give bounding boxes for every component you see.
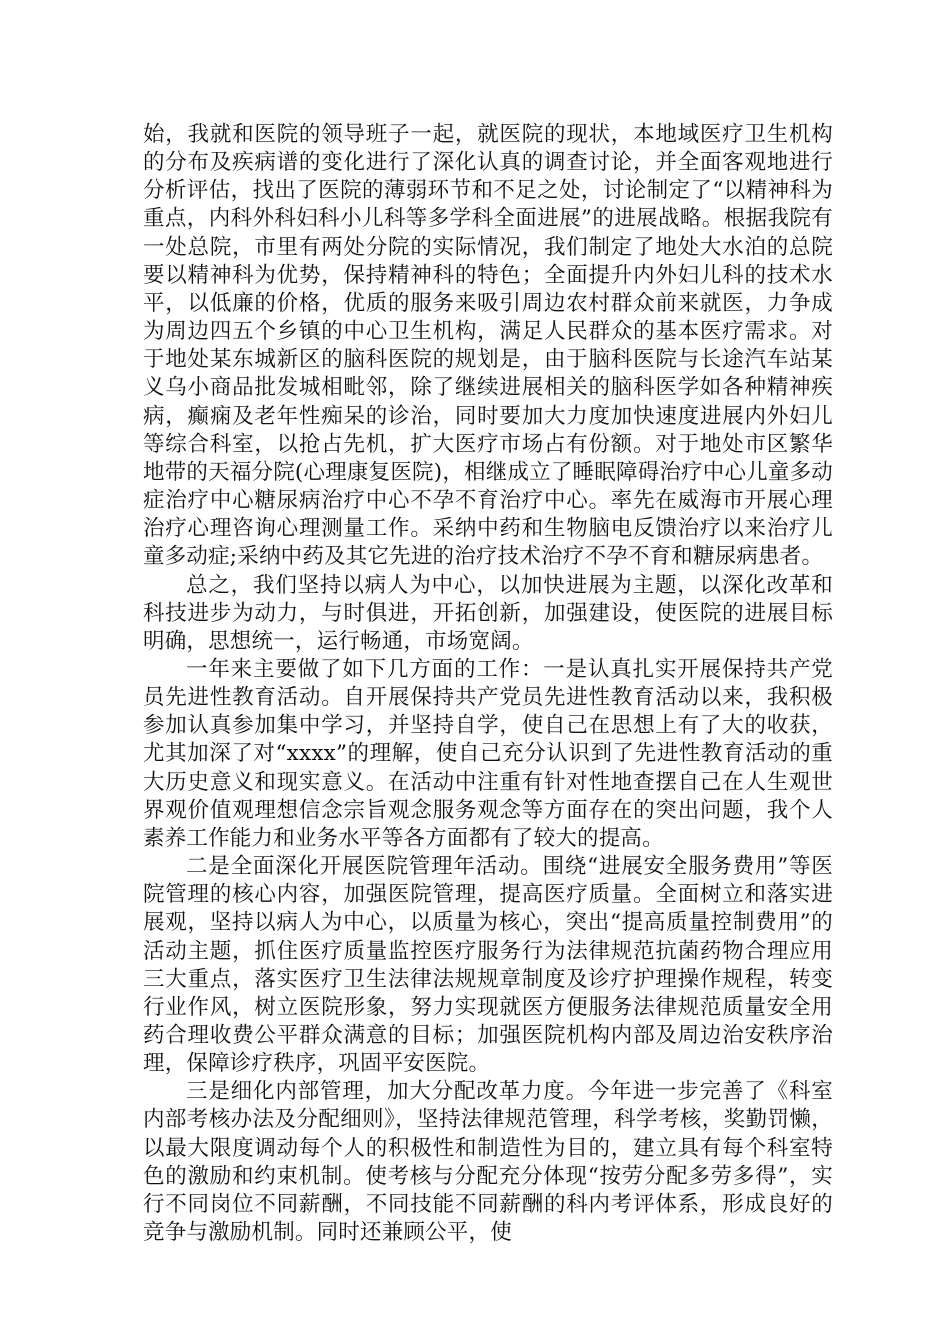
paragraph-continued: 始，我就和医院的领导班子一起，就医院的现状，本地域医疗卫生机构的分布及疾病谱的变化进行了深化认真的调查讨论，并全面客观地进行分析评估，找出了医院的薄弱环节和不足之处，讨论制定了“以精神科为重点，内科外科妇科小儿科等多学科全面进展”的进展战略。根据我院有一处总院，市里有两处分院的实际情况，我们制定了地处大水泊的总院要以精神科为优势，保持精神科的特色；全面提升内外妇儿科的技术水平，以低廉的价格，优质的服务来吸引周边农村群众前来就医，力争成为周边四五个乡镇的中心卫生机构，满足人民群众的基本医疗需求。对于地处某东城新区的脑科医院的规划是，由于脑科医院与长途汽车站某义乌小商品批发城相毗邻，除了继续进展相关的脑科医学如各种精神疾病，癫痫及老年性痴呆的诊治，同时要加大力度加快速度进展内外妇儿等综合科室，以抢占先机，扩大医疗市场占有份额。对于地处市区繁华地带的天福分院(心理康复医院)，相继成立了睡眠障碍治疗中心儿童多动症治疗中心糖尿病治疗中心不孕不育治疗中心。率先在威海市开展心理治疗心理咨询心理测量工作。采纳中药和生物脑电反馈治疗以来治疗儿童多动症;采纳中药及其它先进的治疗技术治疗不孕不育和糖尿病患者。	[143, 122, 833, 570]
paragraph-internal-management: 三是细化内部管理，加大分配改革力度。今年进一步完善了《科室内部考核办法及分配细则》，坚持法律规范管理，科学考核，奖勤罚懒，以最大限度调动每个人的积极性和制造性为目的，建立具有每个科室特色的激励和约束机制。使考核与分配充分体现“按劳分配多劳多得”，实行不同岗位不同薪酬，不同技能不同薪酬的科内考评体系，形成良好的竞争与激励机制。同时还兼顾公平，使	[143, 1079, 833, 1246]
paragraph-summary: 总之，我们坚持以病人为中心，以加快进展为主题，以深化改革和科技进步为动力，与时俱进，开拓创新，加强建设，使医院的进展目标明确，思想统一，运行畅通，市场宽阔。	[143, 572, 833, 654]
document-body	[143, 121, 833, 1247]
paragraph-work-overview: 一年来主要做了如下几方面的工作：一是认真扎实开展保持共产党员先进性教育活动。自开展保持共产党员先进性教育活动以来，我积极参加认真参加集中学习，并坚持自学，使自己在思想上有了大的收获，尤其加深了对“xxxx”的理解，使自己充分认识到了先进性教育活动的重大历史意义和现实意义。在活动中注重有针对性地查摆自己在人生观世界观价值观理想信念宗旨观念服务观念等方面存在的突出问题，我个人素养工作能力和业务水平等各方面都有了较大的提高。	[143, 656, 833, 851]
paragraph-management-year: 二是全面深化开展医院管理年活动。围绕“进展安全服务费用”等医院管理的核心内容，加强医院管理，提高医疗质量。全面树立和落实进展观，坚持以病人为中心，以质量为核心，突出“提高质量控制费用”的活动主题，抓住医疗质量监控医疗服务行为法律规范抗菌药物合理应用三大重点，落实医疗卫生法律法规规章制度及诊疗护理操作规程，转变行业作风，树立医院形象，努力实现就医方便服务法律规范质量安全用药合理收费公平群众满意的目标；加强医院机构内部及周边治安秩序治理，保障诊疗秩序，巩固平安医院。	[143, 854, 833, 1077]
